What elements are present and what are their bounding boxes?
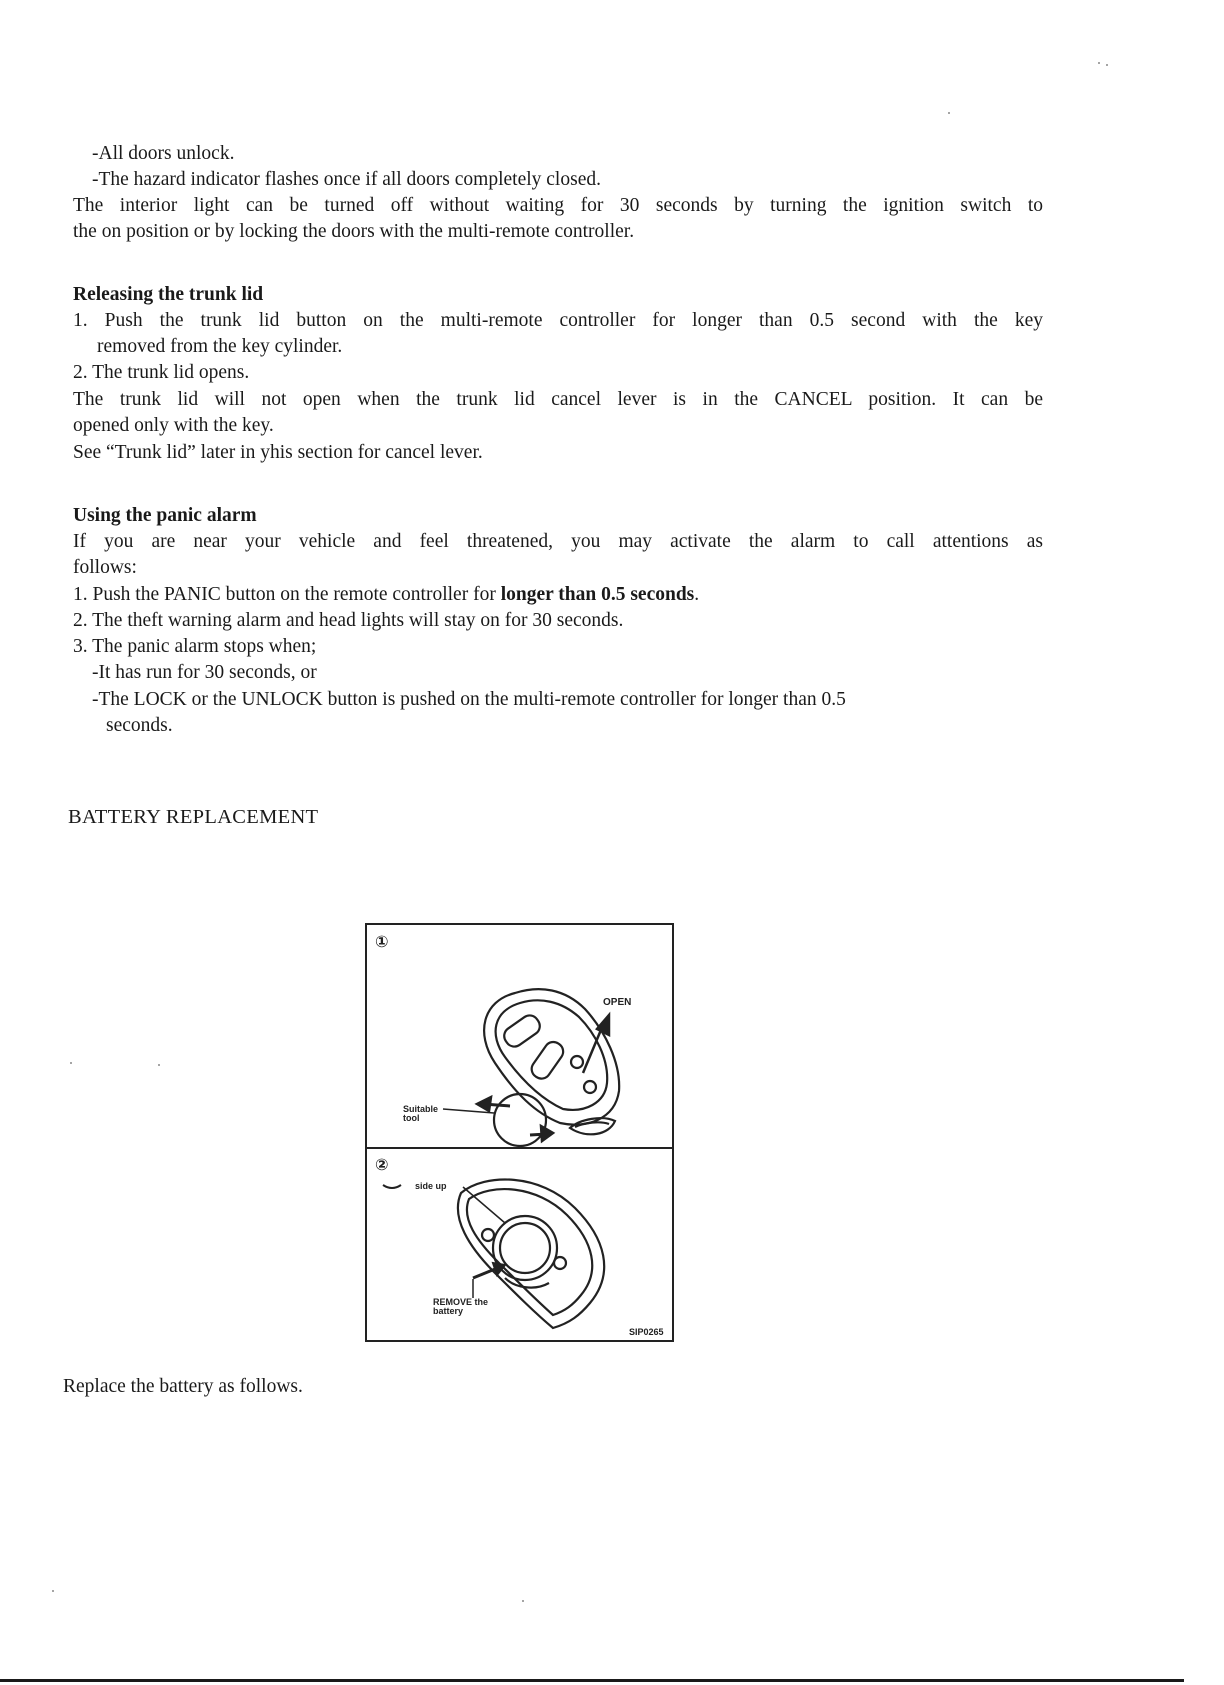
panel-2-number: ② <box>375 1157 389 1174</box>
scan-speck <box>522 1600 524 1602</box>
panic-step-2: 2. The theft warning alarm and head lights will stay on for 30 seconds. <box>73 610 624 631</box>
trunk-step-1-line-2: removed from the key cylinder. <box>97 336 343 357</box>
trunk-heading: Releasing the trunk lid <box>73 284 264 305</box>
panic-condition-2-line-1: -The LOCK or the UNLOCK button is pushed on the multi-remote controller for longer than 0.5 <box>92 689 846 710</box>
trunk-step-2: 2. The trunk lid opens. <box>73 362 250 383</box>
scan-speck <box>1098 62 1100 64</box>
scan-speck <box>52 1590 54 1592</box>
battery-replacement-figure <box>365 923 675 1343</box>
figure-code: SIP0265 <box>629 1327 664 1337</box>
panic-step-1 <box>73 583 699 607</box>
remote-key-fob-drawing <box>484 989 619 1146</box>
panic-step-1-emphasis: longer than 0.5 seconds <box>500 584 695 605</box>
open-label: OPEN <box>603 997 632 1008</box>
remove-label-line-2: battery <box>433 1306 464 1316</box>
interior-light-line-1: The interior light can be turned off without waiting for 30 seconds by turning the ignition switch to <box>73 195 1043 216</box>
panic-condition-1: -It has run for 30 seconds, or <box>92 662 317 683</box>
trunk-step-1-line-1: 1. Push the trunk lid button on the multi-remote controller for longer than 0.5 second with the key <box>73 310 1043 331</box>
intro-line-hazard: -The hazard indicator flashes once if all doors completely closed. <box>92 169 601 190</box>
remove-label-line-1: REMOVE the <box>433 1297 489 1307</box>
panic-step-3: 3. The panic alarm stops when; <box>73 636 317 657</box>
side-up-label: side up <box>415 1181 447 1191</box>
intro-line-all-doors: -All doors unlock. <box>92 143 235 164</box>
scan-speck <box>70 1062 72 1064</box>
trunk-note-line-2: opened only with the key. <box>73 415 274 436</box>
interior-light-line-2: the on position or by locking the doors with the multi-remote controller. <box>73 221 635 242</box>
panel-1-number: ① <box>375 934 389 951</box>
panic-condition-2-line-2: seconds. <box>106 715 173 736</box>
tool-label-line-1: Suitable <box>403 1104 439 1114</box>
tool-label-line-2: tool <box>403 1113 420 1123</box>
panic-intro-line-2: follows: <box>73 557 137 578</box>
page-bottom-rule <box>0 1679 1184 1682</box>
scan-speck <box>1106 64 1108 66</box>
trunk-see-reference: See “Trunk lid” later in yhis section for cancel lever. <box>73 442 483 463</box>
panic-intro-line-1: If you are near your vehicle and feel threatened, you may activate the alarm to call attentions as <box>73 531 1043 552</box>
scan-speck <box>948 112 950 114</box>
scan-speck <box>158 1064 160 1066</box>
figure-drawing <box>365 923 675 1343</box>
panic-step-1-text: 1. Push the PANIC button on the remote controller for <box>73 584 501 605</box>
panic-heading: Using the panic alarm <box>73 505 257 526</box>
battery-heading: BATTERY REPLACEMENT <box>68 806 319 828</box>
panic-step-1-end: . <box>694 584 700 605</box>
trunk-note-line-1: The trunk lid will not open when the trunk lid cancel lever is in the CANCEL position. It can be <box>73 389 1043 410</box>
battery-closing-text: Replace the battery as follows. <box>63 1376 303 1397</box>
